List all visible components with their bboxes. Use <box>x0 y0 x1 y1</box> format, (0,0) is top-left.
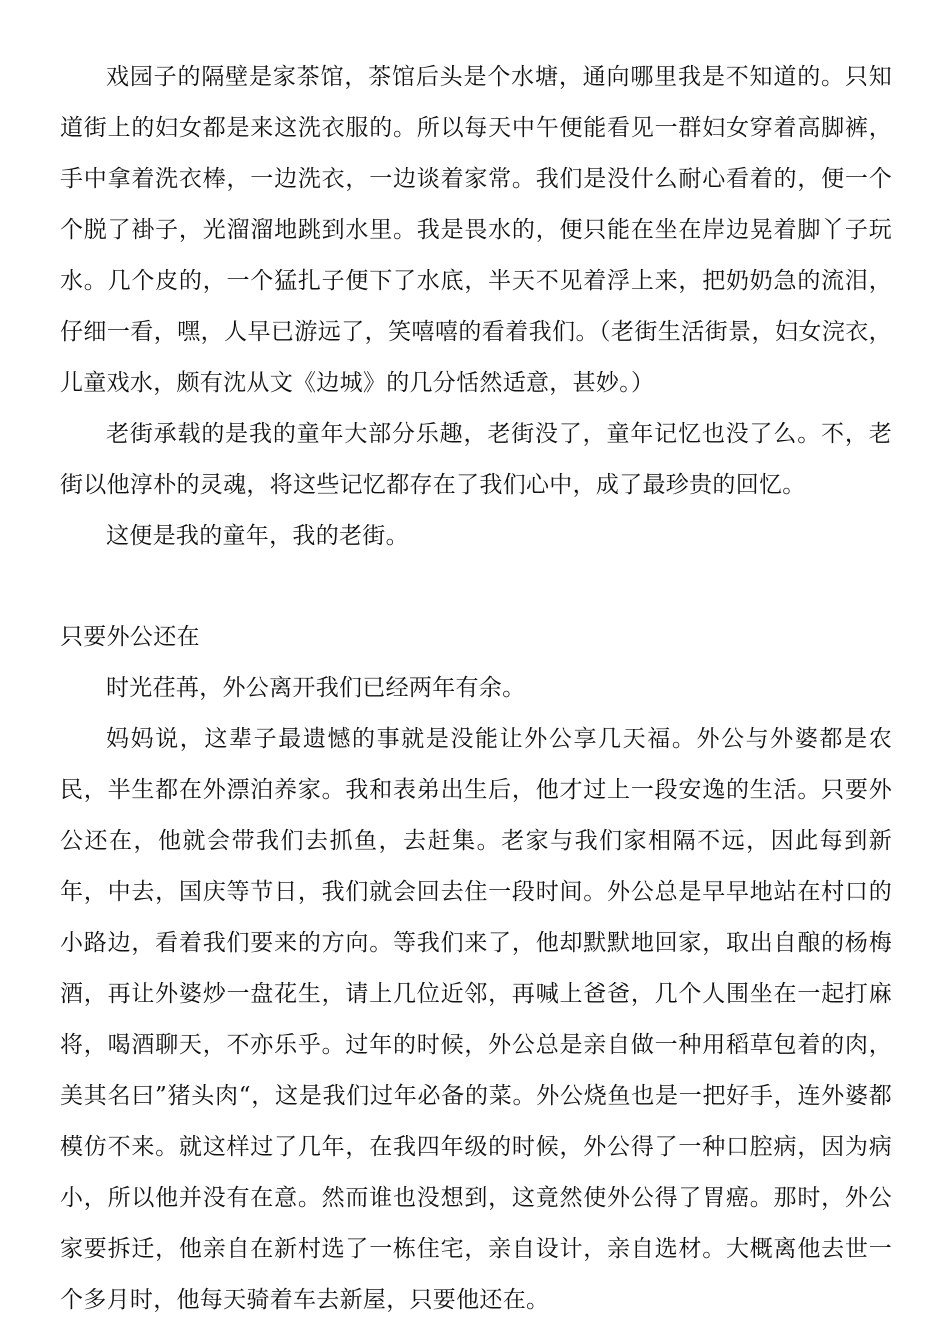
document-page <box>60 52 892 1326</box>
section-title: 只要外公还在 <box>60 624 200 650</box>
paragraph-childhood-conclusion: 这便是我的童年，我的老街。 <box>106 523 409 549</box>
paragraph-teahouse-pond: 戏园子的隔壁是家茶馆，茶馆后头是个水塘，通向哪里我是不知道的。只知道街上的妇女都是来这洗衣服的。所以每天中午便能看见一群妇女穿着高脚裤，手中拿着洗衣棒，一边洗衣，一边谈着家常。我们是没什么耐心看着的，便一个个脱了褂子，光溜溜地跳到水里。我是畏水的，便只能在坐在岸边晃着脚丫子玩水。几个皮的，一个猛扎子便下了水底，半天不见着浮上来，把奶奶急的流泪，仔细一看，嘿，人早已游远了，笑嘻嘻的看着我们。（老街生活街景，妇女浣衣，儿童戏水，颇有沈从文《边城》的几分恬然适意，甚妙。） <box>60 64 892 396</box>
paragraph-time-passes: 时光荏苒，外公离开我们已经两年有余。 <box>106 675 526 701</box>
paragraph-grandfather-story: 妈妈说，这辈子最遗憾的事就是没能让外公享几天福。外公与外婆都是农民，半生都在外漂泊养家。我和表弟出生后，他才过上一段安逸的生活。只要外公还在，他就会带我们去抓鱼，去赶集。老家与我们家相隔不远，因此每到新年，中去，国庆等节日，我们就会回去住一段时间。外公总是早早地站在村口的小路边，看着我们要来的方向。等我们来了，他却默默地回家，取出自酿的杨梅酒，再让外婆炒一盘花生，请上几位近邻，再喊上爸爸，几个人围坐在一起打麻将，喝酒聊天，不亦乐乎。过年的时候，外公总是亲自做一种用稻草包着的肉，美其名曰”猪头肉“，这是我们过年必备的菜。外公烧鱼也是一把好手，连外婆都模仿不来。就这样过了几年，在我四年级的时候，外公得了一种口腔病，因为病小，所以他并没有在意。然而谁也没想到，这竟然使外公得了胃癌。那时，外公家要拆迁，他亲自在新村选了一栋住宅，亲自设计，亲自选材。大概离他去世一个多月时，他每天骑着车去新屋，只要他还在。 <box>60 726 892 1313</box>
paragraph-old-street-memory: 老街承载的是我的童年大部分乐趣，老街没了，童年记忆也没了么。不，老街以他淳朴的灵魂，将这些记忆都存在了我们心中，成了最珍贵的回忆。 <box>60 421 892 498</box>
section-gap <box>60 562 892 612</box>
